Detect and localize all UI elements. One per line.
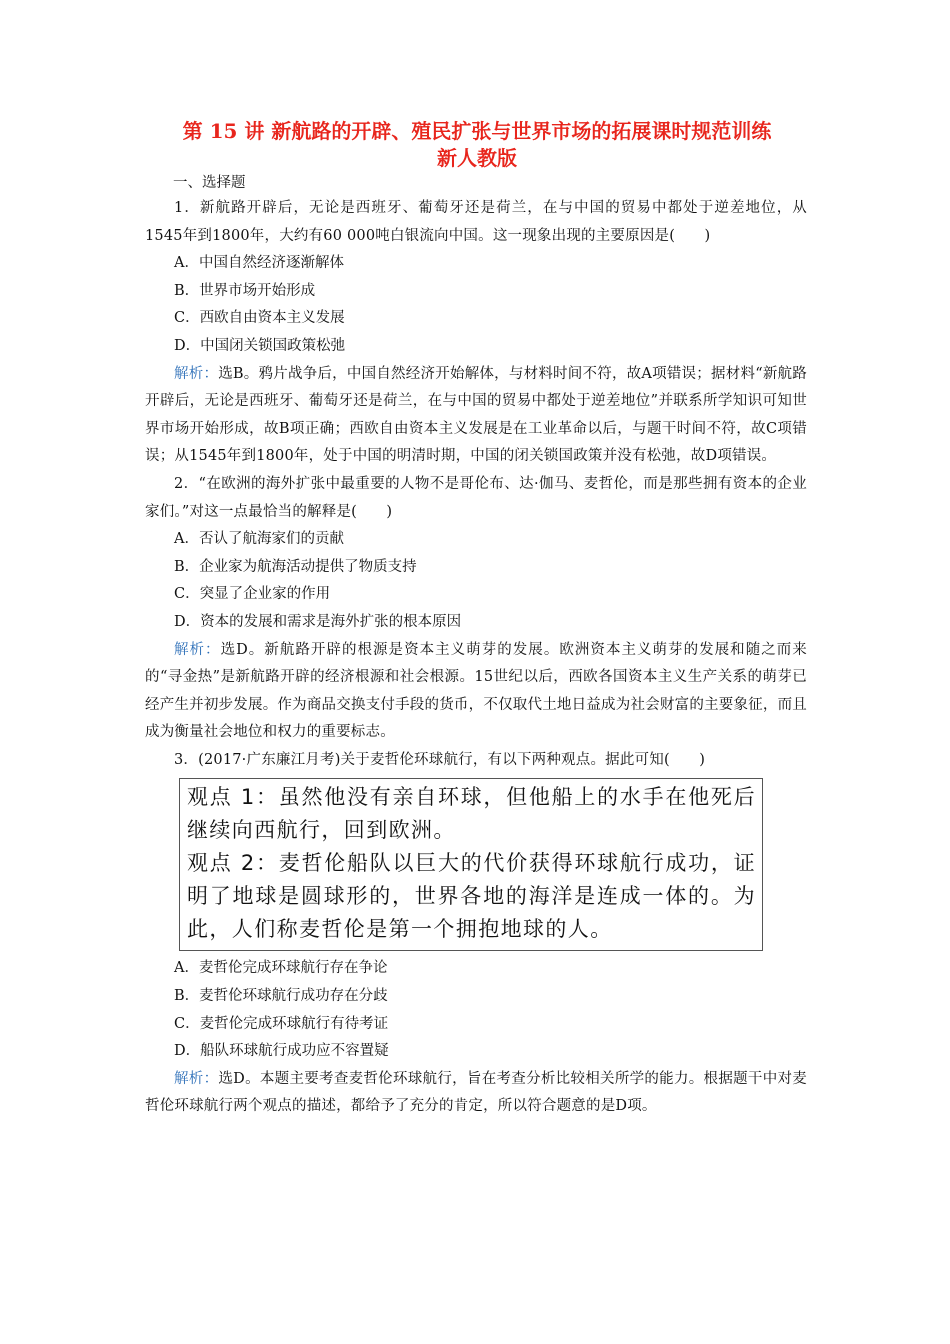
viewpoint-1: 观点 1：虽然他没有亲自环球，但他船上的水手在他死后继续向西航行，回到欧洲。 [187,785,756,843]
question-2 [145,471,807,747]
analysis-text: 选D。本题主要考查麦哲伦环球航行，旨在考查分析比较相关所学的能力。根据题干中对麦哲伦环球航行两个观点的描述，都给予了充分的肯定，所以符合题意的是D项。 [145,1070,807,1115]
analysis [145,1066,807,1121]
analysis-text: 选D。新航路开辟的根源是资本主义萌芽的发展。欧洲资本主义萌芽的发展和随之而来的“寻金热”是新航路开辟的经济根源和社会根源。15世纪以后，西欧各国资本主义生产关系的萌芽已经产生并初步发展。作为商品交换支付手段的货币，不仅取代土地日益成为社会财富的主要象征，而且成为衡量社会地位和权力的重要标志。 [145,641,807,741]
option-a: A．中国自然经济逐渐解体 [174,255,344,272]
question-stem: 2．“在欧洲的海外扩张中最重要的人物不是哥伦布、达·伽马、麦哲伦，而是那些拥有资本的企业家们。”对这一点最恰当的解释是( ) [145,475,807,520]
option-b: B．企业家为航海活动提供了物质支持 [174,558,417,575]
title-line-2: 新人教版 [437,146,517,170]
option-c: C．麦哲伦完成环球航行有待考证 [174,1015,389,1032]
option-b: B．世界市场开始形成 [174,282,316,299]
section-heading: 一、选择题 [173,175,246,191]
option-b: B．麦哲伦环球航行成功存在分歧 [174,988,388,1005]
option-c: C．突显了企业家的作用 [174,586,331,603]
analysis-label: 解析： [174,365,219,382]
option-a: A．否认了航海家们的贡献 [174,531,344,548]
analysis-text: 选B。鸦片战争后，中国自然经济开始解体，与材料时间不符，故A项错误；据材料“新航路开辟后，无论是西班牙、葡萄牙还是荷兰，在与中国的贸易中都处于逆差地位”并联系所学知识可知世界市场开始形成，故B项正确；西欧自由资本主义发展是在工业革命以后，与题干时间不符，故C项错误；从1545年到1800年，处于中国的明清时期，中国的闭关锁国政策并没有松弛，故D项错误。 [145,365,807,465]
title-line-1: 第 15 讲 新航路的开辟、殖民扩张与世界市场的拓展课时规范训练 [182,119,772,143]
analysis [145,637,807,747]
source-material-box [179,778,763,951]
analysis-label: 解析： [174,641,221,658]
question-stem: 3．(2017·广东廉江月考)关于麦哲伦环球航行，有以下两种观点。据此可知( ) [174,751,706,768]
question-1 [145,195,807,471]
page-title [145,118,807,172]
option-d: D．中国闭关锁国政策松弛 [174,337,346,354]
analysis [145,361,807,471]
option-c: C．西欧自由资本主义发展 [174,310,345,327]
option-a: A．麦哲伦完成环球航行存在争论 [174,960,388,977]
option-d: D．船队环球航行成功应不容置疑 [174,1043,389,1060]
question-3 [145,747,807,1121]
analysis-label: 解析： [174,1070,219,1087]
viewpoint-2: 观点 2：麦哲伦船队以巨大的代价获得环球航行成功，证明了地球是圆球形的，世界各地的海洋是连成一体的。为此，人们称麦哲伦是第一个拥抱地球的人。 [187,851,756,942]
question-stem: 1．新航路开辟后，无论是西班牙、葡萄牙还是荷兰，在与中国的贸易中都处于逆差地位，从1545年到1800年，大约有60 000吨白银流向中国。这一现象出现的主要原因是( ) [145,200,807,244]
option-d: D．资本的发展和需求是海外扩张的根本原因 [174,613,462,630]
document-page [145,118,807,1121]
